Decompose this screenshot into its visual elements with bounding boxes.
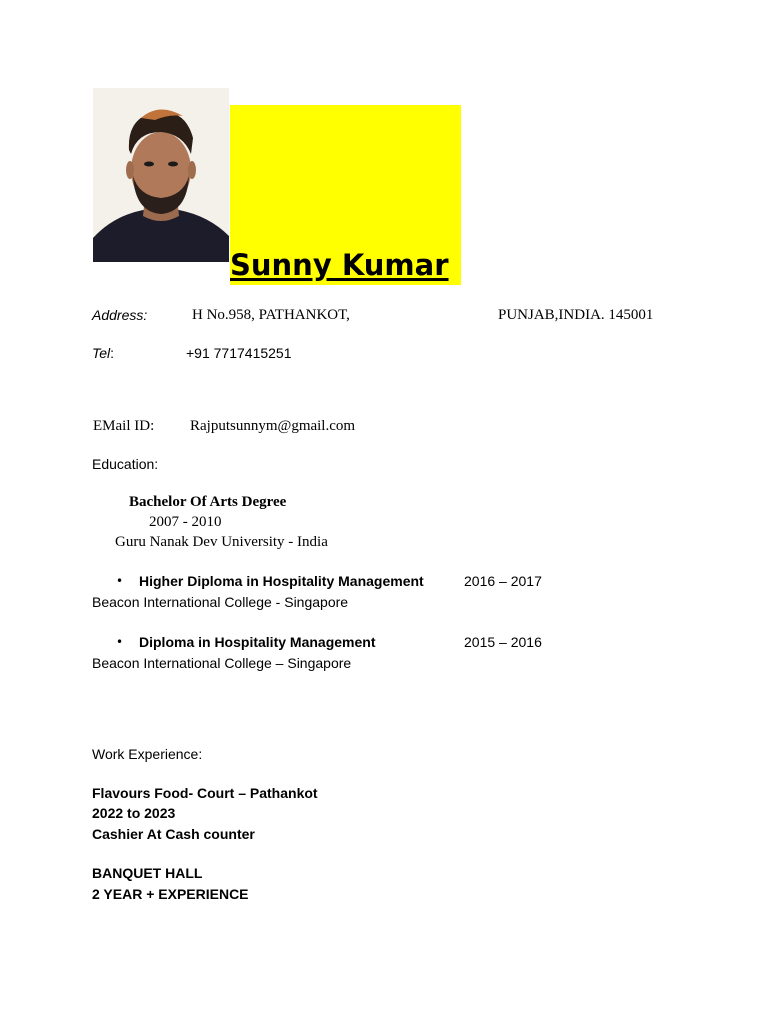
address-line: H No.958, PATHANKOT, bbox=[192, 307, 350, 323]
edu-item-title: Higher Diploma in Hospitality Management bbox=[139, 573, 424, 589]
bachelor-title: Bachelor Of Arts Degree bbox=[129, 494, 287, 510]
edu-item-institution: Beacon International College – Singapore bbox=[92, 655, 352, 671]
job1-years: 2022 to 2023 bbox=[92, 805, 176, 821]
candidate-name: Sunny Kumar bbox=[230, 248, 449, 282]
edu-item-title: Diploma in Hospitality Management bbox=[139, 634, 376, 650]
edu-item-years: 2016 – 2017 bbox=[464, 573, 542, 589]
tel-colon: : bbox=[110, 345, 115, 361]
bachelor-years: 2007 - 2010 bbox=[149, 514, 222, 530]
email-label: EMail ID: bbox=[93, 418, 155, 434]
bullet-icon: • bbox=[116, 635, 124, 649]
education-heading: Education: bbox=[92, 456, 159, 472]
bachelor-institution: Guru Nanak Dev University - India bbox=[115, 534, 328, 550]
address-label: Address: bbox=[92, 307, 148, 323]
job1-place: Flavours Food- Court – Pathankot bbox=[92, 785, 318, 801]
profile-photo bbox=[93, 88, 229, 262]
bullet-icon: • bbox=[116, 574, 124, 588]
experience-heading: Work Experience: bbox=[92, 746, 203, 762]
tel-value: +91 7717415251 bbox=[186, 345, 292, 361]
job1-role: Cashier At Cash counter bbox=[92, 826, 255, 842]
tel-label-group bbox=[92, 345, 114, 361]
job2-place: BANQUET HALL bbox=[92, 865, 203, 881]
email-value: Rajputsunnym@gmail.com bbox=[190, 418, 356, 434]
address-state: PUNJAB,INDIA. 145001 bbox=[498, 307, 654, 323]
job2-duration: 2 YEAR + EXPERIENCE bbox=[92, 886, 249, 902]
edu-item-institution: Beacon International College - Singapore bbox=[92, 594, 349, 610]
edu-item-years: 2015 – 2016 bbox=[464, 634, 542, 650]
tel-label: Tel bbox=[92, 345, 111, 361]
profile-photo-icon bbox=[93, 88, 229, 262]
